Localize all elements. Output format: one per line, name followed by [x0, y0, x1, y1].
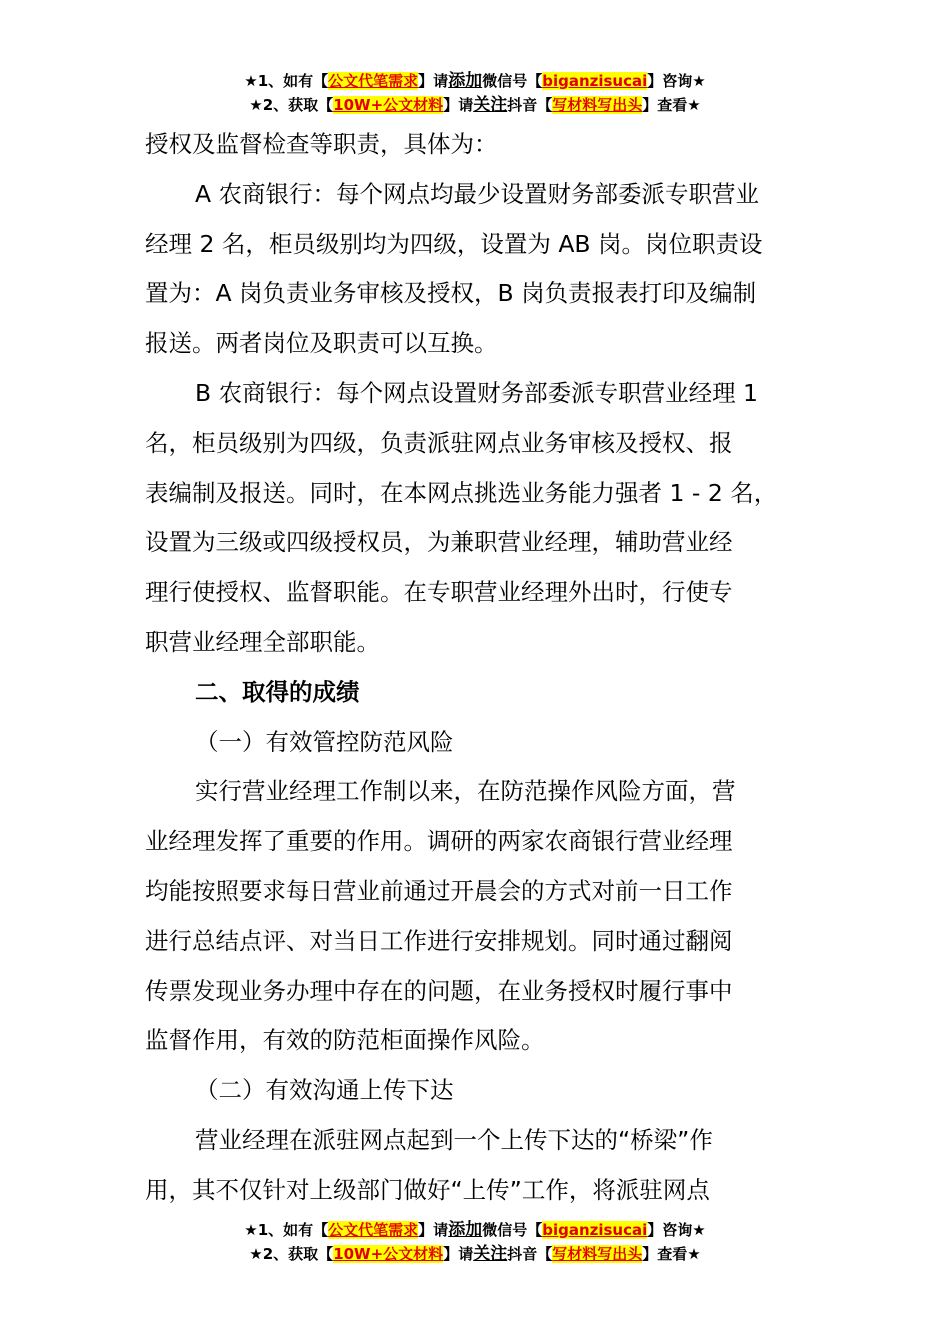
- banner-highlight: 10W+公文材料: [333, 1245, 444, 1263]
- banner-highlight: 10W+公文材料: [333, 96, 444, 114]
- banner-line-1: [0, 1218, 950, 1242]
- text-line: 设置为三级或四级授权员，为兼职营业经理，辅助营业经: [145, 528, 733, 557]
- banner-text: 】查看★: [642, 96, 701, 114]
- text-line: 业经理发挥了重要的作用。调研的两家农商银行营业经理: [145, 827, 733, 856]
- banner-text: 抖音【: [507, 1245, 553, 1263]
- banner-line-1: [0, 69, 950, 93]
- text-line: （二）有效沟通上传下达: [195, 1076, 454, 1105]
- text-line: 营业经理在派驻网点起到一个上传下达的“桥梁”作: [195, 1125, 713, 1154]
- text-line: 置为：A 岗负责业务审核及授权，B 岗负责报表打印及编制: [145, 279, 757, 308]
- banner-highlight: biganzisucai: [542, 72, 648, 90]
- text-line: 传票发现业务办理中存在的问题，在业务授权时履行事中: [145, 976, 733, 1005]
- text-line: 监督作用，有效的防范柜面操作风险。: [145, 1026, 545, 1055]
- text-line: 职营业经理全部职能。: [145, 627, 380, 656]
- document-body: [145, 120, 825, 1216]
- banner-text: ★1、如有【: [244, 1221, 329, 1239]
- banner-text: 】请: [443, 96, 474, 114]
- banner-text: 】请: [418, 1221, 449, 1239]
- text-line: 均能按照要求每日营业前通过开晨会的方式对前一日工作: [145, 876, 733, 905]
- footer-banner: [0, 1218, 950, 1266]
- banner-highlight: 写材料写出头: [552, 1245, 643, 1263]
- banner-line-2: [0, 93, 950, 117]
- text-line: （一）有效管控防范风险: [195, 727, 454, 756]
- banner-highlight: 公文代笔需求: [328, 72, 419, 90]
- banner-text: 】请: [418, 72, 449, 90]
- banner-text: ★1、如有【: [244, 72, 329, 90]
- banner-highlight: 公文代笔需求: [328, 1221, 419, 1239]
- banner-text: 微信号【: [482, 1221, 543, 1239]
- text-line: 用，其不仅针对上级部门做好“上传”工作，将派驻网点: [145, 1175, 710, 1204]
- banner-emphasis: 添加: [448, 71, 483, 91]
- banner-text: ★2、获取【: [249, 96, 334, 114]
- banner-text: 抖音【: [507, 96, 553, 114]
- text-line: B 农商银行：每个网点设置财务部委派专职营业经理 1: [195, 378, 759, 407]
- text-line: 经理 2 名，柜员级别均为四级，设置为 AB 岗。岗位职责设: [145, 229, 763, 258]
- text-line: 报送。两者岗位及职责可以互换。: [145, 329, 498, 358]
- banner-text: ★2、获取【: [249, 1245, 334, 1263]
- banner-emphasis: 关注: [473, 1244, 508, 1264]
- text-line: A 农商银行：每个网点均最少设置财务部委派专职营业: [195, 179, 760, 208]
- banner-text: 】查看★: [642, 1245, 701, 1263]
- banner-highlight: 写材料写出头: [552, 96, 643, 114]
- banner-text: 微信号【: [482, 72, 543, 90]
- banner-emphasis: 关注: [473, 95, 508, 115]
- banner-text: 】请: [443, 1245, 474, 1263]
- header-banner: [0, 69, 950, 117]
- text-line: 名，柜员级别为四级，负责派驻网点业务审核及授权、报: [145, 428, 733, 457]
- text-line: 授权及监督检查等职责，具体为：: [145, 130, 498, 158]
- text-line: 二、取得的成绩: [195, 677, 360, 706]
- text-line: 实行营业经理工作制以来，在防范操作风险方面，营: [195, 777, 736, 806]
- text-line: 进行总结点评、对当日工作进行安排规划。同时通过翻阅: [145, 926, 733, 955]
- banner-text: 】咨询★: [647, 72, 706, 90]
- banner-emphasis: 添加: [448, 1220, 483, 1240]
- text-line: 理行使授权、监督职能。在专职营业经理外出时，行使专: [145, 578, 733, 607]
- banner-highlight: biganzisucai: [542, 1221, 648, 1239]
- text-line: 表编制及报送。同时，在本网点挑选业务能力强者 1 - 2 名，: [145, 478, 778, 507]
- banner-line-2: [0, 1242, 950, 1266]
- banner-text: 】咨询★: [647, 1221, 706, 1239]
